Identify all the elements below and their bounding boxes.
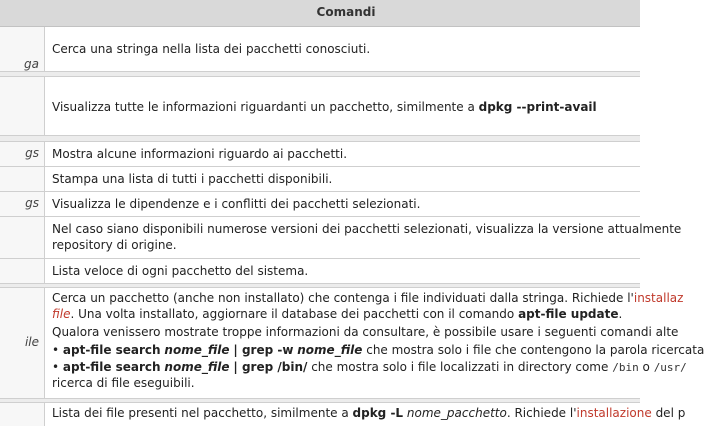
table-row xyxy=(0,288,704,398)
table-row xyxy=(0,142,640,166)
description-fragment: o xyxy=(638,360,654,374)
description-line: Qualora venissero mostrate troppe informazioni da consultare, è possibile usare i seguenti comandi alte xyxy=(52,325,679,339)
description-fragment: . Richiede l' xyxy=(506,406,577,420)
description-text: Cerca una stringa nella lista dei pacchetti conosciuti. xyxy=(52,42,371,56)
table-row xyxy=(0,77,640,135)
description-cell xyxy=(46,217,682,258)
inline-command: apt-file search xyxy=(62,343,161,357)
command-cell xyxy=(0,167,45,191)
command-cell xyxy=(0,403,45,426)
bullet-item: • apt-file search nome_file | grep -w nome_file che mostra solo i file che contengono la parola ricercata xyxy=(52,343,704,357)
inline-argument: nome_file xyxy=(164,360,230,374)
command-cell xyxy=(0,259,45,283)
description-line: ricerca di file eseguibili. xyxy=(52,376,195,390)
command-cell xyxy=(0,77,45,135)
description-prefix: Visualizza tutte le informazioni riguardanti un pacchetto, similmente a xyxy=(52,100,479,114)
command-cell xyxy=(0,27,45,71)
installazione-link[interactable]: installaz xyxy=(633,291,684,305)
inline-command: dpkg -L xyxy=(352,406,404,420)
table-header xyxy=(0,0,640,27)
description-cell xyxy=(46,192,640,216)
bullet-item: • apt-file search nome_file | grep /bin/ che mostra solo i file localizzati in directory come /bin o /usr/ xyxy=(52,360,687,374)
command-name: gs xyxy=(25,196,39,210)
inline-argument: nome_file xyxy=(297,343,363,357)
description-cell xyxy=(46,288,704,398)
command-name: gs xyxy=(25,146,39,160)
description-text: Mostra alcune informazioni riguardo ai pacchetti. xyxy=(52,147,348,161)
description-fragment: . Una volta installato, aggiornare il database dei pacchetti con il comando xyxy=(70,307,519,321)
description-line xyxy=(52,290,683,306)
table-row xyxy=(0,259,640,283)
table-header-title: Comandi xyxy=(316,5,376,19)
description-fragment: del p xyxy=(651,406,686,420)
command-name: ile xyxy=(24,335,39,349)
description-text xyxy=(52,99,597,115)
apt-file-link[interactable]: file xyxy=(52,307,71,321)
description-line: Nel caso siano disponibili numerose versioni dei pacchetti selezionati, visualizza la versione attualmente xyxy=(52,222,682,236)
command-cell xyxy=(0,288,45,398)
table-row xyxy=(0,217,682,258)
table-row xyxy=(0,192,640,216)
inline-command: apt-file search xyxy=(62,360,161,374)
description-text: Visualizza le dipendenze e i conflitti dei pacchetti selezionati. xyxy=(52,197,421,211)
description-fragment: . xyxy=(618,307,623,321)
command-cell xyxy=(0,142,45,166)
inline-command: | grep -w xyxy=(233,343,294,357)
command-cell xyxy=(0,217,45,258)
inline-argument: nome_file xyxy=(164,343,230,357)
inline-code: /bin xyxy=(612,361,639,374)
description-fragment: che mostra solo i file localizzati in directory come xyxy=(307,360,613,374)
description-fragment: che mostra solo i file che contengono la parola ricercata xyxy=(362,343,704,357)
command-name: ga xyxy=(24,57,39,71)
table-row xyxy=(0,27,640,71)
description-text: Stampa una lista di tutti i pacchetti disponibili. xyxy=(52,172,333,186)
description-cell xyxy=(46,77,640,135)
table-row xyxy=(0,167,640,191)
description-fragment: Lista dei file presenti nel pacchetto, similmente a xyxy=(52,406,353,420)
description-text: Lista veloce di ogni pacchetto del sistema. xyxy=(52,264,309,278)
inline-command: apt-file update xyxy=(518,307,619,321)
description-cell xyxy=(46,403,686,426)
description-line xyxy=(52,405,685,421)
description-cell xyxy=(46,259,640,283)
description-cell xyxy=(46,27,640,71)
description-line: repository di origine. xyxy=(52,238,177,252)
inline-command: dpkg --print-avail xyxy=(478,100,597,114)
inline-code: /usr/ xyxy=(653,361,687,374)
inline-command: | grep /bin/ xyxy=(233,360,308,374)
description-fragment: Cerca un pacchetto (anche non installato) che contenga i file individuati dalla stringa. Richiede l' xyxy=(52,291,634,305)
description-line xyxy=(52,306,622,322)
command-cell xyxy=(0,192,45,216)
table-row xyxy=(0,403,686,426)
inline-argument: nome_pacchetto xyxy=(406,406,507,420)
installazione-link[interactable]: installazione xyxy=(576,406,652,420)
description-cell xyxy=(46,142,640,166)
description-cell xyxy=(46,167,640,191)
